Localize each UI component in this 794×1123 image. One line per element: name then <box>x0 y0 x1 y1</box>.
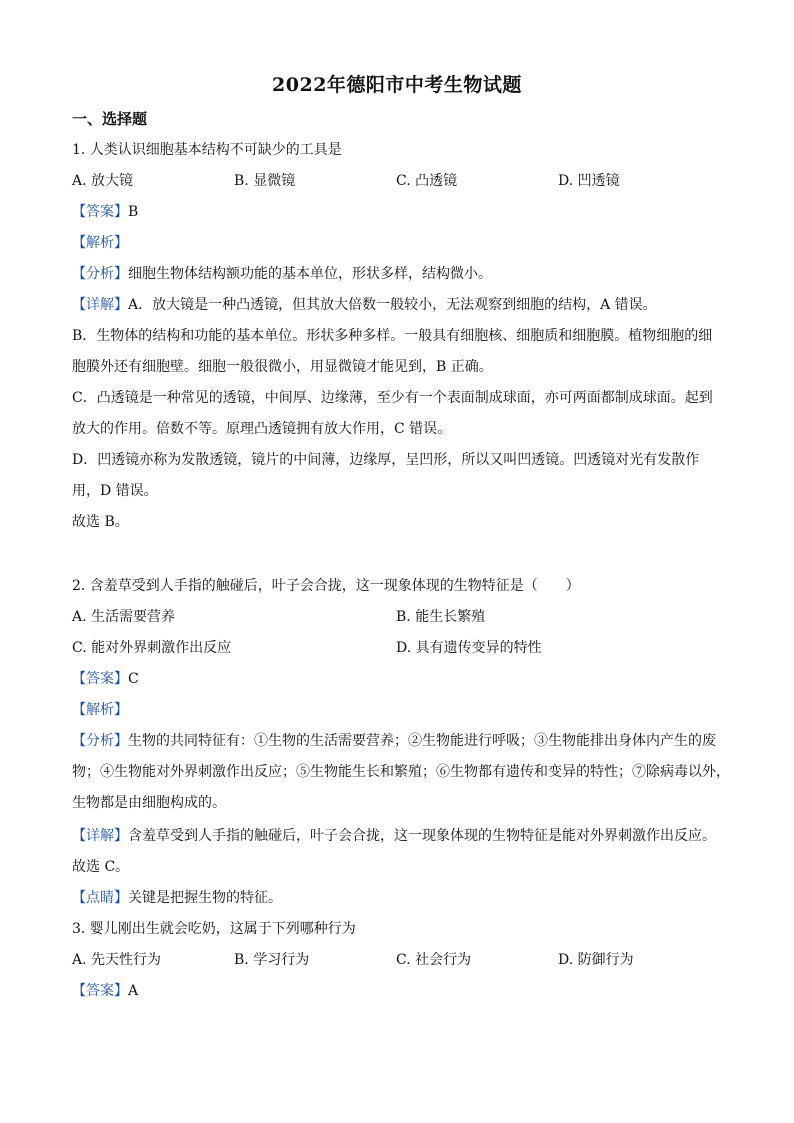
fenxi-tag: 【分析】 <box>72 733 128 749</box>
q1-xiangjie-line-6: D．凹透镜亦称为发散透镜，镜片的中间薄，边缘厚，呈凹形，所以又叫凹透镜。凹透镜对光有发散作 <box>72 452 700 468</box>
answer-value: C <box>128 671 139 687</box>
q1-xiangjie-line-7: 用，D 错误。 <box>72 483 158 499</box>
q1-option-d: D. 凹透镜 <box>558 173 620 189</box>
q3-stem: 3. 婴儿刚出生就会吃奶，这属于下列哪种行为 <box>72 921 356 937</box>
answer-tag: 【答案】 <box>72 671 128 687</box>
q1-analysis-tag <box>72 233 732 253</box>
q1-answer <box>72 202 732 222</box>
q3-option-d: D. 防御行为 <box>558 952 634 968</box>
q2-stem: 2. 含羞草受到人手指的触碰后，叶子会合拢，这一现象体现的生物特征是（ ） <box>72 578 580 594</box>
q3-option-b: B. 学习行为 <box>234 952 310 968</box>
q2-fenxi-line-1 <box>72 731 732 751</box>
q1-option-a: A. 放大镜 <box>72 173 134 189</box>
q1-xiangjie-line-4: C．凸透镜是一种常见的透镜，中间厚、边缘薄，至少有一个表面制成球面，亦可两面都制成球面。起到 <box>72 390 713 406</box>
q2-fenxi-line-3: 生物都是由细胞构成的。 <box>72 795 226 811</box>
q2-option-b: B. 能生长繁殖 <box>396 609 486 625</box>
page-title: 2022年德阳市中考生物试题 <box>272 74 522 96</box>
section-heading: 一、选择题 <box>72 110 148 128</box>
q3-option-a: A. 先天性行为 <box>72 952 162 968</box>
q1-xiangjie-line-1 <box>72 295 732 315</box>
answer-tag: 【答案】 <box>72 204 128 220</box>
q2-analysis-tag <box>72 700 732 720</box>
q2-dianjing <box>72 888 732 908</box>
q1-option-b: B. 显微镜 <box>234 173 296 189</box>
q1-xiangjie-line-5: 放大的作用。倍数不等。原理凸透镜拥有放大作用，C 错误。 <box>72 421 452 437</box>
analysis-tag: 【解析】 <box>72 235 128 251</box>
answer-value: B <box>128 204 139 220</box>
q2-option-a: A. 生活需要营养 <box>72 609 176 625</box>
xiangjie-tag: 【详解】 <box>72 828 128 844</box>
q3-answer <box>72 981 732 1001</box>
q2-xiangjie <box>72 826 732 846</box>
fenxi-text: 生物的共同特征有：①生物的生活需要营养；②生物能进行呼吸；③生物能排出身体内产生的废 <box>128 733 716 749</box>
q2-fenxi-line-2: 物；④生物能对外界刺激作出反应；⑤生物能生长和繁殖；⑥生物都有遗传和变异的特性；⑦除病毒以外， <box>72 764 730 780</box>
q1-xiangjie-line-3: 胞膜外还有细胞壁。细胞一般很微小，用显微镜才能见到，B 正确。 <box>72 359 493 375</box>
q1-conclusion: 故选 B。 <box>72 514 129 530</box>
answer-value: A <box>128 983 139 999</box>
q1-xiangjie-line-2: B．生物体的结构和功能的基本单位。形状多种多样。一般具有细胞核、细胞质和细胞膜。植物细胞的细 <box>72 328 713 344</box>
q1-fenxi <box>72 264 732 284</box>
xiangjie-text: A．放大镜是一种凸透镜，但其放大倍数一般较小，无法观察到细胞的结构，A 错误。 <box>128 297 657 313</box>
answer-tag: 【答案】 <box>72 983 128 999</box>
fenxi-tag: 【分析】 <box>72 266 128 282</box>
dianjing-text: 关键是把握生物的特征。 <box>128 890 282 906</box>
fenxi-text: 细胞生物体结构额功能的基本单位，形状多样，结构微小。 <box>128 266 492 282</box>
dianjing-tag: 【点睛】 <box>72 890 128 906</box>
q2-option-c: C. 能对外界刺激作出反应 <box>72 640 232 656</box>
q2-option-d: D. 具有遗传变异的特性 <box>396 640 542 656</box>
analysis-tag: 【解析】 <box>72 702 128 718</box>
q1-option-c: C. 凸透镜 <box>396 173 458 189</box>
q3-option-c: C. 社会行为 <box>396 952 472 968</box>
q2-answer <box>72 669 732 689</box>
q1-stem: 1. 人类认识细胞基本结构不可缺少的工具是 <box>72 142 342 158</box>
xiangjie-text: 含羞草受到人手指的触碰后，叶子会合拢，这一现象体现的生物特征是能对外界刺激作出反应。 <box>128 828 716 844</box>
xiangjie-tag: 【详解】 <box>72 297 128 313</box>
q2-conclusion: 故选 C。 <box>72 859 130 875</box>
